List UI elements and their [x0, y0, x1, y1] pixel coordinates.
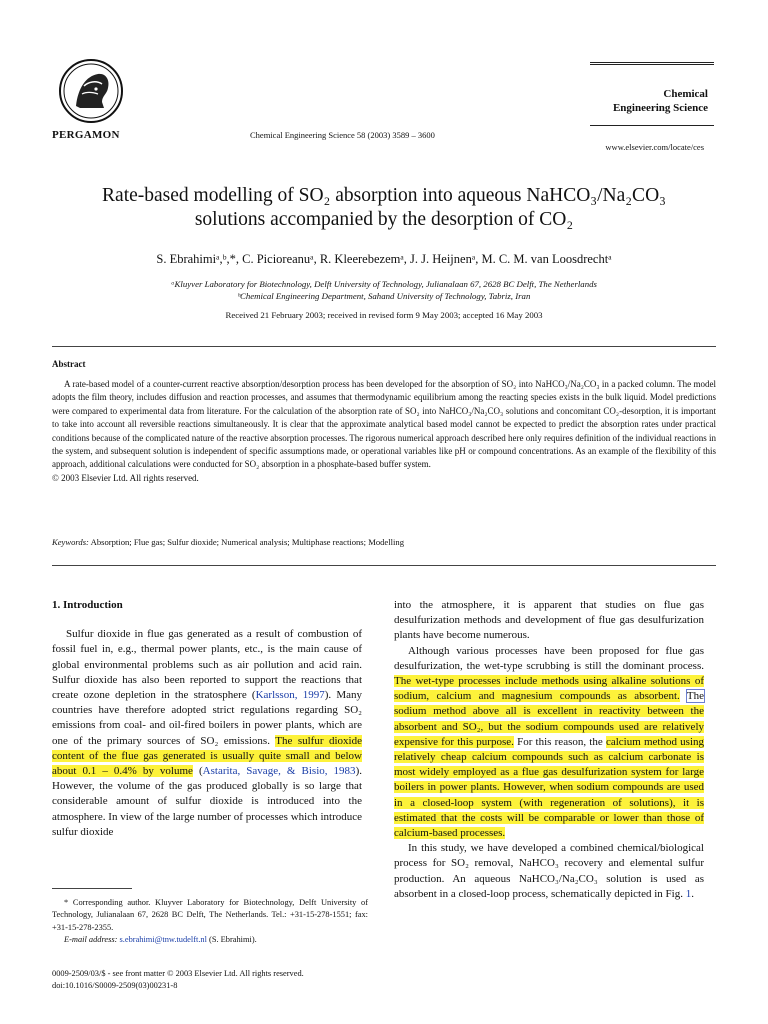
citation-link-astarita[interactable]: Astarita, Savage, & Bisio, 1983: [202, 765, 356, 778]
text-run: For this reason, the: [513, 735, 606, 748]
journal-citation: Chemical Engineering Science 58 (2003) 3589 – 3600: [250, 130, 435, 140]
author-list: S. Ebrahimiᵃ,ᵇ,*, C. Picioreanuᵃ, R. Kleerebezemᵃ, J. J. Heijnenᵃ, M. C. M. van Loosdrechtᵃ: [156, 252, 612, 266]
publisher-logo: [58, 58, 124, 124]
abstract-copyright: © 2003 Elsevier Ltd. All rights reserved.: [52, 472, 199, 483]
journal-title-line1: Chemical: [663, 88, 708, 100]
corresponding-author: * Corresponding author. Kluyver Laboratory for Biotechnology, Delft University of Technology, Julianalaan 67, 2628 BC Delft, The Netherlands. Tel.: +31-15-278-1551; fax: +31-15-278-2355.: [52, 898, 368, 932]
abstract-body: [52, 378, 716, 485]
doi: doi:10.1016/S0009-2509(03)00231-8: [52, 981, 178, 991]
highlighted-text: calcium method using relatively cheap calcium compounds such as calcium carbonate is most widely employed as a flue gas desulfurization system for large boilers in power plants. However, when sodium compounds are used in a closed-loop system (with regeneration of solutions), it is estimated that the costs will be comparable or lower than those of calcium-based processes.: [394, 735, 704, 840]
abstract-text: A rate-based model of a counter-current reactive absorption/desorption process has been developed for the absorption of SO₂ into NaHCO₃/Na₂CO₃ in a packed column. The model adopts the film theory, includes diffusion and reaction processes, and assumes that thermodynamic equilibrium among the reacting species exists in the bulk liquid. Model predictions were compared to experimental data from literature. For the calculation of the absorption rate of SO₂ into NaHCO₃/Na₂CO₃ solutions and concomitant CO₂-desorption, it is important to take into account all reversible reactions simultaneously. It is clear that the approximate analytical based model cannot be expected to predict the absorption rates under practical conditions because of the complicated nature of the reactive absorption processes. The rigorous numerical approach described here only requires definition of the individual reactions in the system, and subsequent solution is independent of specific assumptions made, or operational variables like pH or compound concentrations. As an example of the flexibility of this approach, additional calculations were conducted for SO₂ absorption in a phosphate-based buffer system.: [52, 379, 716, 470]
keywords-label: Keywords:: [52, 537, 89, 547]
highlighted-text: The wet-type processes include methods using alkaline solutions of sodium, calcium and magnesium compounds as absorbent.: [394, 675, 704, 703]
intro-paragraph-1: [52, 627, 362, 840]
text-run: .: [691, 887, 694, 900]
article-title: [30, 184, 738, 232]
text-run: Although various processes have been proposed for flue gas desulfurization, the wet-type scrubbing is still the dominant process.: [394, 644, 704, 672]
text-run: ). However, the volume of the gas produced globally is so large that considerable amount of sulfur dioxide is introduced into the atmosphere. In view of the large number of processes which introduce sulfur dioxide: [52, 765, 362, 838]
affiliation-a: ᵃKluyver Laboratory for Biotechnology, Delft University of Technology, Julianalaan 67, 2628 BC Delft, The Netherlands: [171, 279, 597, 289]
email-link[interactable]: s.ebrahimi@tnw.tudelft.nl: [119, 935, 207, 945]
text-run: Sulfur dioxide in flue gas generated as a result of combustion of fossil fuel in, e.g., thermal power plants, etc., is the main cause of global environmental problems such as air pollution and acid rain. Sulfur dioxide has also been reported to support the reactions that create ozone depletion in the stratosphere (: [52, 628, 362, 702]
footnote-rule: [52, 888, 132, 889]
title-line-1: Rate-based modelling of SO₂ absorption into aqueous NaHCO₃/Na₂CO₃: [102, 185, 666, 206]
pergamon-emblem-icon: [58, 58, 124, 124]
divider-top: [52, 346, 716, 347]
received-dates: Received 21 February 2003; received in revised form 9 May 2003; accepted 16 May 2003: [225, 310, 543, 320]
text-run: (: [192, 765, 203, 778]
journal-box: [590, 62, 714, 126]
intro-paragraph-3: [394, 841, 704, 902]
email-label: E-mail address:: [64, 935, 118, 945]
front-matter-line: 0009-2509/03/$ - see front matter © 2003 Elsevier Ltd. All rights reserved.: [52, 969, 304, 978]
front-matter: [52, 968, 304, 993]
keywords: [52, 537, 404, 547]
text-run: The: [686, 690, 704, 703]
text-run: (S. Ebrahimi).: [206, 935, 257, 945]
divider-bottom: [52, 565, 716, 566]
text-run: In this study, we have developed a combined chemical/biological process for SO₂ removal, NaHCO₃ recovery and elemental sulfur production. An aqueous NaHCO₃/Na₂CO₃ solution is used as absorbent in a closed-loop process, schematically depicted in Fig.: [394, 842, 704, 900]
footnote: [52, 897, 368, 947]
publisher-name: PERGAMON: [52, 129, 120, 141]
intro-paragraph-2: [394, 644, 704, 842]
citation-link-karlsson[interactable]: Karlsson, 1997: [255, 689, 325, 702]
affiliations: [30, 278, 738, 302]
highlighted-text: sodium method above all is excellent in reactivity between the absorbent and SO₂, but the sodium compounds used are relatively expensive for this purpose.: [394, 705, 704, 748]
section-heading: 1. Introduction: [52, 599, 123, 611]
left-column: [52, 598, 362, 840]
right-column: [394, 598, 704, 902]
title-line-2: solutions accompanied by the desorption of CO₂: [194, 209, 574, 230]
highlighted-text: The sulfur dioxide content of the flue gas generated is usually quite small and below about 0.1 – 0.4% by volume: [52, 734, 362, 778]
text-run: ). Many countries have therefore adopted strict regulations regarding SO₂ emissions from coal- and oil-fired boilers in power plants, which are one of the primary sources of SO₂ emissions.: [52, 689, 363, 747]
email-line: [52, 934, 368, 946]
journal-url[interactable]: www.elsevier.com/locate/ces: [605, 142, 704, 152]
figure-link[interactable]: 1: [685, 887, 692, 900]
journal-title-line2: Engineering Science: [612, 102, 708, 114]
text-run: [680, 690, 687, 702]
keywords-list: Absorption; Flue gas; Sulfur dioxide; Numerical analysis; Multiphase reactions; Modelling: [90, 537, 404, 547]
continued-paragraph: into the atmosphere, it is apparent that studies on flue gas desulfurization methods and development of flue gas desulfurization plants have become numerous.: [394, 599, 704, 642]
affiliation-b: ᵇChemical Engineering Department, Sahand University of Technology, Tabriz, Iran: [237, 291, 531, 301]
abstract-heading: Abstract: [52, 359, 86, 369]
